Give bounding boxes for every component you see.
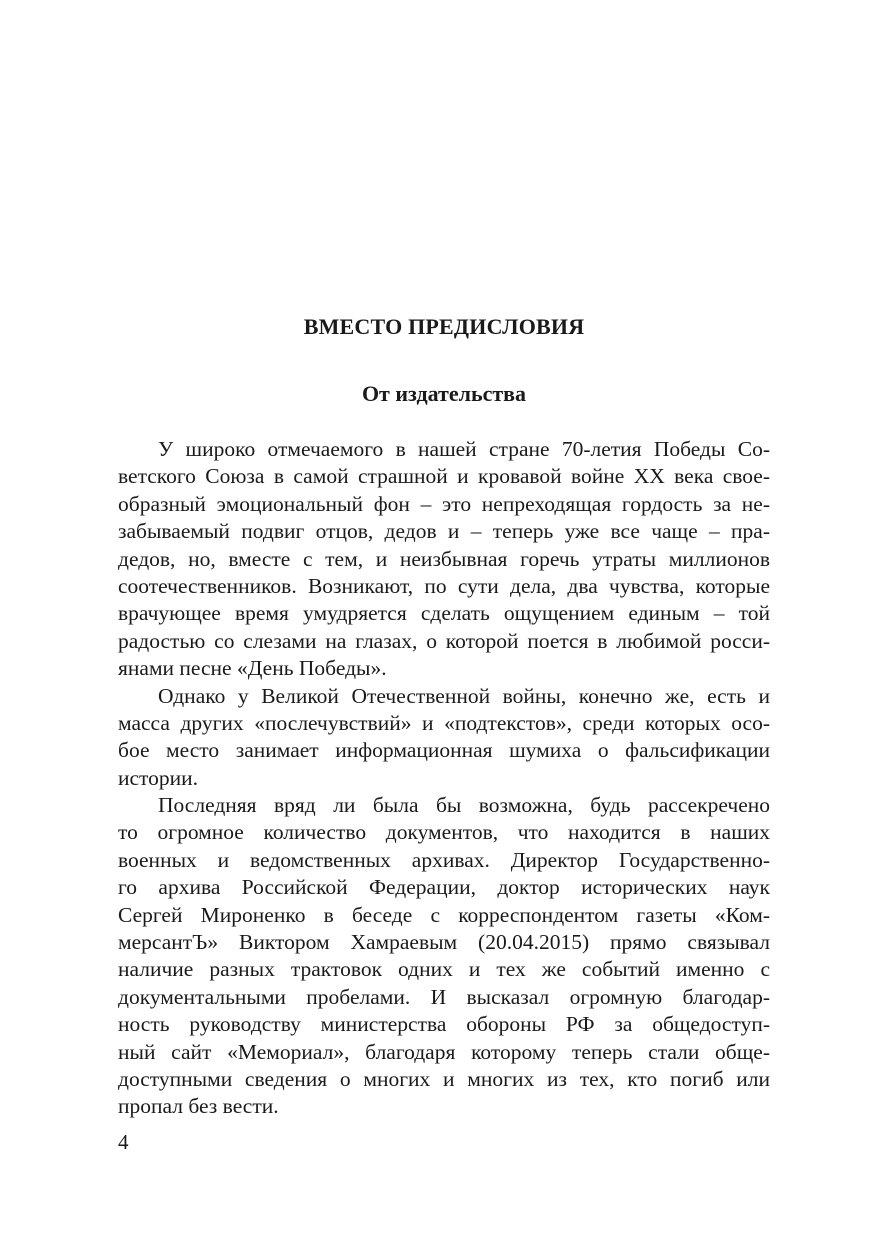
text-line: документальными пробелами. И высказал огромную благодар- xyxy=(118,984,770,1009)
text-line: забываемый подвиг отцов, дедов и – теперь уже все чаще – пра- xyxy=(118,519,770,544)
text-line: то огромное количество документов, что находится в наших xyxy=(118,820,770,845)
text-line: У широко отмечаемого в нашей стране 70-летия Победы Со- xyxy=(158,437,770,461)
text-line: истории. xyxy=(118,765,199,790)
text-line: ный сайт «Мемориал», благодаря которому теперь стали обще- xyxy=(118,1039,770,1064)
text-line: радостью со слезами на глазах, о которой поется в любимой росси- xyxy=(118,628,770,653)
text-line: врачующее время умудряется сделать ощущением единым – той xyxy=(118,601,770,626)
text-line: Сергей Мироненко в беседе с корреспондентом газеты «Ком- xyxy=(118,902,770,927)
text-line: масса других «послечувствий» и «подтекстов», среди которых осо- xyxy=(118,710,770,735)
text-line: го архива Российской Федерации, доктор исторических наук xyxy=(118,875,770,900)
paragraph-1 xyxy=(118,436,770,683)
paragraph-2 xyxy=(118,683,770,793)
body-text xyxy=(118,436,770,1121)
text-line: ность руководству министерства обороны РФ за общедоступ- xyxy=(118,1012,770,1037)
text-line: Однако у Великой Отечественной войны, конечно же, есть и xyxy=(158,683,770,708)
text-line: бое место занимает информационная шумиха о фальсификации xyxy=(118,738,770,763)
text-line: мерсантЪ» Виктором Хамраевым (20.04.2015) прямо связывал xyxy=(118,930,770,955)
text-line: пропал без вести. xyxy=(118,1094,279,1119)
text-line: Последняя вряд ли была бы возможна, будь рассекречено xyxy=(158,793,770,818)
text-line: образный эмоциональный фон – это непреходящая гордость за не- xyxy=(118,491,770,516)
section-title: От издательства xyxy=(361,381,527,406)
text-line: ветского Союза в самой страшной и кровавой войне XX века свое- xyxy=(118,464,770,489)
paragraph-3 xyxy=(118,792,770,1121)
text-line: янами песне «День Победы». xyxy=(118,656,387,681)
text-line: дедов, но, вместе с тем, и неизбывная горечь утраты миллионов xyxy=(118,546,770,571)
text-line: военных и ведомственных архивах. Директор Государственно- xyxy=(118,847,770,872)
page-number: 4 xyxy=(118,1130,129,1154)
text-line: доступными сведения о многих и многих из тех, кто погиб или xyxy=(118,1066,770,1091)
chapter-title: ВМЕСТО ПРЕДИСЛОВИЯ xyxy=(303,314,585,339)
text-line: соотечественников. Возникают, по сути дела, два чувства, которые xyxy=(118,573,770,598)
text-line: наличие разных трактовок одних и тех же событий именно с xyxy=(118,957,770,982)
